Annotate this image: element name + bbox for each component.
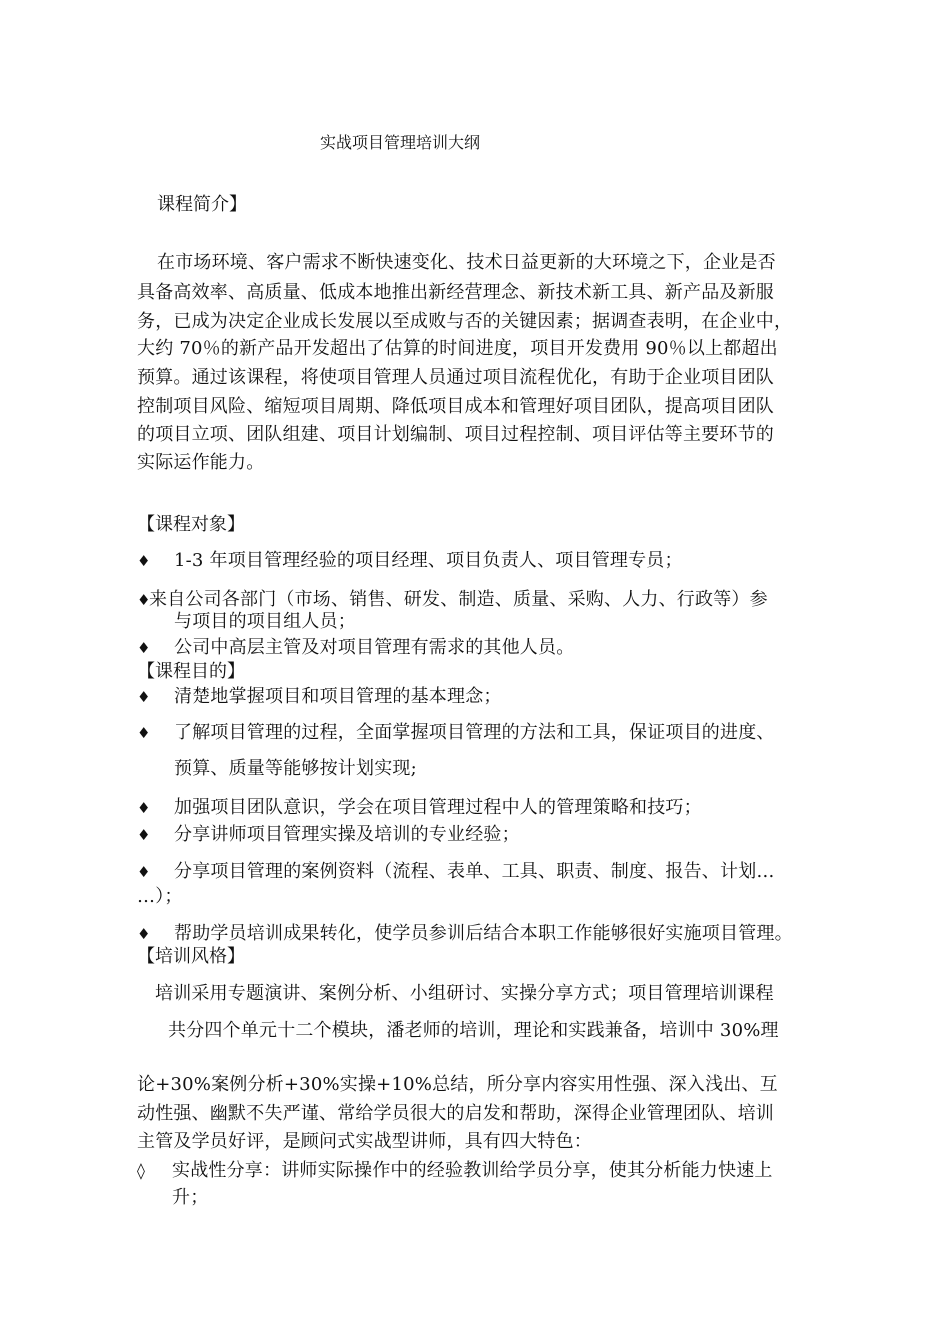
goals-item-continued: 预算、质量等能够按计划实现; bbox=[174, 758, 417, 779]
style-line: 动性强、幽默不失严谨、常给学员很大的启发和帮助，深得企业管理团队、培训 bbox=[137, 1103, 774, 1124]
audience-item: 来自公司各部门（市场、销售、研发、制造、质量、采购、人力、行政等）参 bbox=[149, 589, 768, 610]
intro-heading: 课程简介】 bbox=[157, 194, 247, 215]
bullet-icon: ♦ bbox=[137, 639, 151, 657]
intro-line: 的项目立项、团队组建、项目计划编制、项目过程控制、项目评估等主要环节的 bbox=[137, 424, 774, 445]
bullet-icon: ♦ bbox=[137, 688, 151, 706]
style-line: 共分四个单元十二个模块，潘老师的培训，理论和实践兼备，培训中 30%理 bbox=[168, 1020, 779, 1041]
audience-item-continued: 与项目的项目组人员； bbox=[174, 611, 356, 632]
bullet-icon: ♦ bbox=[137, 552, 151, 570]
document-title: 实战项目管理培训大纲 bbox=[320, 133, 481, 152]
goals-item: 分享项目管理的案例资料（流程、表单、工具、职责、制度、报告、计划… bbox=[174, 861, 775, 882]
intro-line: 大约 70％的新产品开发超出了估算的时间进度，项目开发费用 90％以上都超出 bbox=[137, 338, 778, 359]
feature-item: 实战性分享：讲师实际操作中的经验教训给学员分享，使其分析能力快速上 bbox=[172, 1160, 773, 1181]
goals-item-continued: …）； bbox=[137, 886, 183, 907]
style-line: 论+30%案例分析+30%实操+10%总结，所分享内容实用性强、深入浅出、互 bbox=[137, 1074, 778, 1095]
bullet-icon: ♦ bbox=[137, 724, 151, 742]
style-heading: 【培训风格】 bbox=[137, 946, 245, 967]
bullet-icon: ♦ bbox=[137, 925, 151, 943]
audience-heading: 【课程对象】 bbox=[137, 514, 245, 535]
audience-item: 公司中高层主管及对项目管理有需求的其他人员。 bbox=[174, 637, 575, 658]
goals-heading: 【课程目的】 bbox=[137, 661, 245, 682]
bullet-icon: ♦ bbox=[137, 591, 151, 609]
intro-line: 控制项目风险、缩短项目周期、降低项目成本和管理好项目团队，提高项目团队 bbox=[137, 396, 774, 417]
style-line: 主管及学员好评，是顾问式实战型讲师，具有四大特色： bbox=[137, 1131, 592, 1152]
style-line: 培训采用专题演讲、案例分析、小组研讨、实操分享方式；项目管理培训课程 bbox=[155, 983, 774, 1004]
goals-item: 加强项目团队意识，学会在项目管理过程中人的管理策略和技巧； bbox=[174, 797, 702, 818]
intro-line: 务，已成为决定企业成长发展以至成败与否的关键因素；据调查表明，在企业中， bbox=[137, 311, 793, 332]
goals-item: 分享讲师项目管理实操及培训的专业经验； bbox=[174, 824, 520, 845]
intro-line: 实际运作能力。 bbox=[137, 452, 265, 473]
feature-item-continued: 升； bbox=[172, 1187, 209, 1208]
open-diamond-bullet-icon: ◊ bbox=[137, 1161, 145, 1180]
intro-line: 具备高效率、高质量、低成本地推出新经营理念、新技术新工具、新产品及新服 bbox=[137, 282, 774, 303]
intro-line: 在市场环境、客户需求不断快速变化、技术日益更新的大环境之下，企业是否 bbox=[157, 252, 776, 273]
goals-item: 帮助学员培训成果转化，使学员参训后结合本职工作能够很好实施项目管理。 bbox=[174, 923, 793, 944]
goals-item: 了解项目管理的过程，全面掌握项目管理的方法和工具，保证项目的进度、 bbox=[174, 722, 775, 743]
goals-item: 清楚地掌握项目和项目管理的基本理念； bbox=[174, 686, 502, 707]
audience-item: 1-3 年项目管理经验的项目经理、项目负责人、项目管理专员； bbox=[174, 550, 683, 571]
bullet-icon: ♦ bbox=[137, 863, 151, 881]
bullet-icon: ♦ bbox=[137, 799, 151, 817]
bullet-icon: ♦ bbox=[137, 826, 151, 844]
intro-line: 预算。通过该课程，将使项目管理人员通过项目流程优化，有助于企业项目团队 bbox=[137, 367, 774, 388]
